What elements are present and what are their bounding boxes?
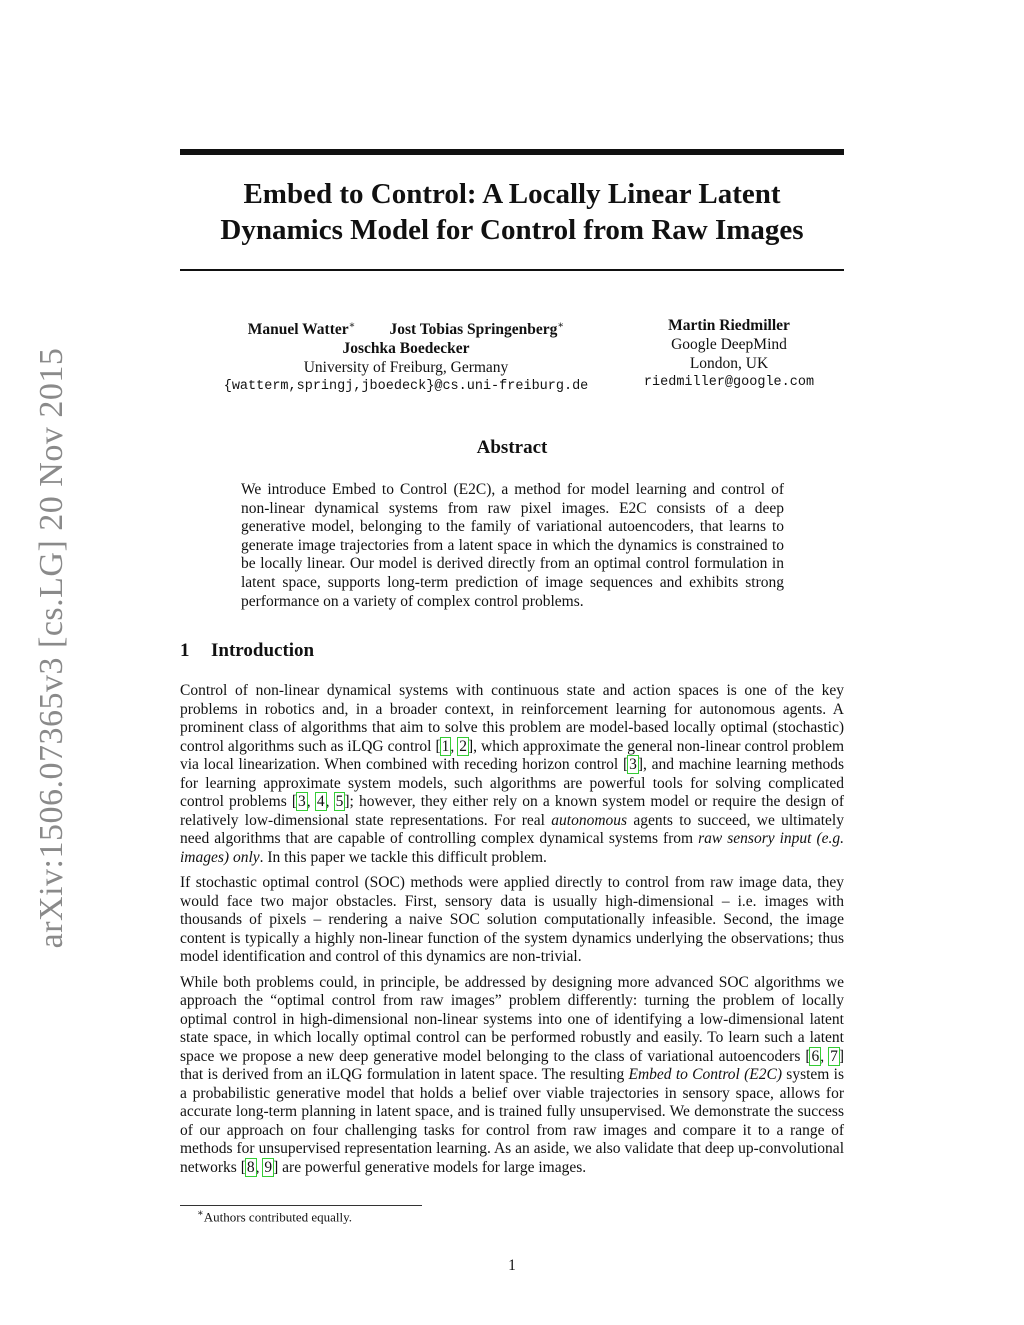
section-number: 1 — [180, 640, 190, 661]
emphasis-autonomous: autonomous — [551, 811, 628, 829]
equal-contribution-mark: ∗ — [348, 320, 356, 331]
emphasis-e2c: Embed to Control (E2C) — [628, 1066, 783, 1083]
author-block-deepmind — [626, 316, 832, 392]
citation-link[interactable]: 4 — [316, 793, 325, 810]
author-name-riedmiller: Martin Riedmiller — [668, 317, 790, 334]
title-top-rule — [180, 149, 844, 155]
intro-paragraph-3: While both problems could, in principle, be addressed by designing more advanced SOC algorithms we approach the “optimal control from raw images” problem differently: turning the problem of locally optimal control in high-dimensional non-linear systems into one of identifying a low-dimensional latent state space, in which locally optimal control can be performed robustly and easily. To learn such a latent space we propose a new deep generative model belonging to the class of variational autoencoders [6, 7] that is derived from an iLQG formulation in latent space. The resulting Embed to Control (E2C) system is a probabilistic generative model that holds a belief over viable trajectories in sensory space, allows for accurate long-term planning in latent space, and is trained fully unsupervised. We demonstrate the success of our approach on four challenging tasks for control from raw images and compare it to a range of methods for unsupervised representation learning. As an aside, we also validate that deep up-convolutional networks [8, 9] are powerful generative models for large images. — [180, 973, 844, 1176]
author-affiliation-freiburg: University of Freiburg, Germany — [303, 359, 509, 377]
author-block-freiburg — [196, 316, 616, 396]
page-number: 1 — [508, 1257, 516, 1274]
citation-link[interactable]: 8 — [246, 1158, 255, 1176]
paper-title — [180, 176, 844, 248]
author-names-row — [196, 316, 616, 339]
arxiv-identifier-stamp: arXiv:1506.07365v3 [cs.LG] 20 Nov 2015 — [33, 347, 70, 949]
paper-title-line-2: Dynamics Model for Control from Raw Images — [220, 214, 804, 246]
emphasis-raw-sensory-input: raw sensory input (e.g. images) only — [180, 830, 845, 866]
citation-link[interactable]: 9 — [264, 1158, 273, 1176]
citation-link[interactable]: 3 — [629, 756, 637, 773]
abstract-text: We introduce Embed to Control (E2C), a method for model learning and control of non-linear dynamical systems from raw pixel images. E2C consists of a deep generative model, belonging to the family of variational autoencoders, that learns to generate image trajectories from a latent space in which the dynamics is constrained to be locally linear. Our model is derived directly from an optimal control formulation in latent space, supports long-term prediction of image sequences and exhibits strong performance on a variety of complex control problems. — [241, 481, 784, 610]
citation-link[interactable]: 5 — [335, 793, 344, 810]
citation-link[interactable]: 7 — [830, 1047, 838, 1065]
introduction-body — [180, 682, 844, 1184]
title-bottom-rule — [180, 269, 844, 271]
author-name-watter: Manuel Watter — [247, 321, 349, 339]
footnote-mark: ∗ — [197, 1208, 204, 1219]
intro-paragraph-1: Control of non-linear dynamical systems with continuous state and action spaces is one of the key problems in robotics and, in a broader context, in reinforcement learning for autonomous agents. A prominent class of algorithms that aim to solve this problem are model-based locally optimal (stochastic) control algorithms such as iLQG control [1, 2], which approximate the general non-linear control problem via local linearization. When combined with receding horizon control [3], and machine learning methods for learning approximate system models, such algorithms are powerful tools for solving complicated control problems [3, 4, 5]; however, they either rely on a known system model or require the design of relatively low-dimensional state representations. For real autonomous agents to succeed, we ultimately need algorithms that are capable of controlling complex dynamical systems from raw sensory input (e.g. images) only. In this paper we tackle this difficult problem. — [180, 682, 845, 866]
equal-contribution-mark: ∗ — [557, 320, 565, 331]
author-email-freiburg[interactable]: {watterm,springj,jboedeck}@cs.uni-freiburg.de — [223, 379, 589, 395]
abstract-heading: Abstract — [476, 437, 548, 458]
author-affiliation-deepmind: Google DeepMind — [671, 336, 787, 353]
author-name-boedecker: Joschka Boedecker — [342, 340, 470, 358]
footnote-rule — [180, 1205, 422, 1206]
section-heading-introduction — [180, 640, 314, 662]
citation-link[interactable]: 3 — [298, 793, 306, 810]
citation-link[interactable]: 1 — [441, 737, 450, 755]
citation-link[interactable]: 6 — [811, 1047, 820, 1065]
author-name-springenberg: Jost Tobias Springenberg — [389, 321, 558, 339]
author-location-deepmind: London, UK — [689, 355, 769, 372]
paper-title-line-1: Embed to Control: A Locally Linear Latent — [243, 178, 781, 210]
author-email-deepmind[interactable]: riedmiller@google.com — [643, 375, 815, 390]
footnote-equal-contribution — [197, 1208, 352, 1225]
citation-link[interactable]: 2 — [459, 737, 467, 755]
intro-paragraph-2: If stochastic optimal control (SOC) methods were applied directly to control from raw image data, they would face two major obstacles. First, sensory data is usually high-dimensional – i.e. images with thousands of pixels – rendering a naive SOC solution computationally infeasible. Second, the image content is typically a highly non-linear function of the system dynamics underlying the observations; thus model identification and control of this dynamics are non-trivial. — [180, 874, 844, 965]
footnote-text: Authors contributed equally. — [203, 1209, 353, 1225]
section-title: Introduction — [211, 640, 315, 661]
